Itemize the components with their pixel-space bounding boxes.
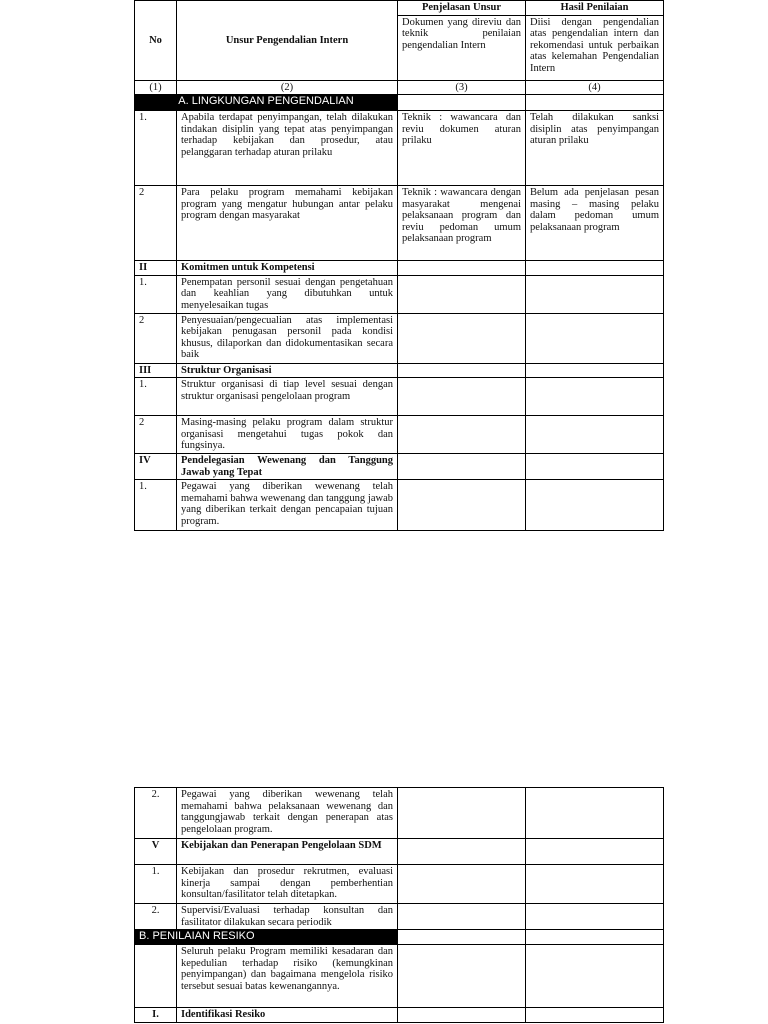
empty-cell	[398, 275, 526, 313]
empty-cell	[526, 865, 664, 904]
table-row	[135, 111, 664, 186]
empty-cell	[398, 313, 526, 363]
empty-cell	[398, 378, 526, 416]
section-row-b	[135, 930, 664, 945]
row-number: 1.	[135, 480, 177, 531]
subsection-row	[135, 1008, 664, 1023]
row-unsur: Seluruh pelaku Program memiliki kesadaran dan kepedulian terhadap risiko (kemungkinan penyimpangan) dan bagaimana mengelola risiko tersebut sesuai batas kewenangannya.	[177, 945, 398, 1008]
section-title-lingkungan: A. LINGKUNGAN PENGENDALIAN	[135, 95, 398, 111]
empty-cell	[526, 313, 664, 363]
row-number: 1.	[135, 378, 177, 416]
subsection-row	[135, 261, 664, 276]
empty-cell	[526, 930, 664, 945]
empty-cell	[398, 788, 526, 839]
empty-cell	[398, 416, 526, 454]
row-number: 1.	[135, 111, 177, 186]
table-row	[135, 904, 664, 930]
row-penjelasan: Teknik : wawancara dan reviu dokumen aturan prilaku	[398, 111, 526, 186]
row-penjelasan: Teknik : wawancara dengan masyarakat mengenai pelaksanaan program dan reviu pedoman umum pelaksanaan program	[398, 186, 526, 261]
empty-cell	[526, 454, 664, 480]
subsection-number: II	[135, 261, 177, 276]
empty-cell	[526, 904, 664, 930]
header-no: No	[135, 1, 177, 81]
row-number: 2	[135, 313, 177, 363]
assessment-table-page-1	[134, 0, 664, 531]
empty-cell	[526, 275, 664, 313]
empty-cell	[398, 930, 526, 945]
column-index-4: (4)	[526, 80, 664, 95]
subsection-title: Pendelegasian Wewenang dan Tanggung Jawab yang Tepat	[177, 454, 398, 480]
row-number: 1.	[135, 275, 177, 313]
row-number: 2	[135, 186, 177, 261]
table-row	[135, 186, 664, 261]
subsection-number: V	[135, 839, 177, 865]
row-unsur: Para pelaku program memahami kebijakan program yang mengatur hubungan antar pelaku program dengan masyarakat	[177, 186, 398, 261]
row-hasil: Telah dilakukan sanksi disiplin atas penyimpangan aturan prilaku	[526, 111, 664, 186]
row-number: 2.	[135, 788, 177, 839]
empty-cell	[526, 95, 664, 111]
column-index-2: (2)	[177, 80, 398, 95]
empty-cell	[526, 788, 664, 839]
table-row	[135, 416, 664, 454]
section-row-a	[135, 95, 664, 111]
subsection-title: Kebijakan dan Penerapan Pengelolaan SDM	[177, 839, 398, 865]
empty-cell	[526, 839, 664, 865]
table-row	[135, 313, 664, 363]
table-row	[135, 378, 664, 416]
row-unsur: Pegawai yang diberikan wewenang telah memahami bahwa wewenang dan tanggung jawab yang diberikan terkait dengan pencapaian tujuan program.	[177, 480, 398, 531]
subsection-title: Struktur Organisasi	[177, 363, 398, 378]
column-index-1: (1)	[135, 80, 177, 95]
empty-cell	[526, 261, 664, 276]
subsection-row	[135, 363, 664, 378]
empty-cell	[398, 904, 526, 930]
section-title-penilaian-resiko: B. PENILAIAN RESIKO	[135, 930, 398, 945]
header-hasil: Hasil Penilaian	[526, 1, 664, 16]
row-unsur: Apabila terdapat penyimpangan, telah dilakukan tindakan disiplin yang tepat atas penyimpangan terhadap kebijakan dan prosedur, atau pelanggaran terhadap aturan prilaku	[177, 111, 398, 186]
row-unsur: Supervisi/Evaluasi terhadap konsultan dan fasilitator dilakukan secara periodik	[177, 904, 398, 930]
assessment-table-page-2	[134, 787, 664, 1023]
row-number: 2	[135, 416, 177, 454]
subsection-number: IV	[135, 454, 177, 480]
header-unsur: Unsur Pengendalian Intern	[177, 1, 398, 81]
empty-cell	[398, 839, 526, 865]
empty-cell	[398, 480, 526, 531]
empty-cell	[398, 454, 526, 480]
table-row	[135, 788, 664, 839]
header-penjelasan-desc: Dokumen yang direviu dan teknik penilaian pengendalian Intern	[398, 15, 526, 80]
subsection-title: Identifikasi Resiko	[177, 1008, 398, 1023]
row-unsur: Struktur organisasi di tiap level sesuai dengan struktur organisasi pengelolaan program	[177, 378, 398, 416]
row-unsur: Masing-masing pelaku program dalam struktur organisasi mengetahui tugas pokok dan fungsinya.	[177, 416, 398, 454]
row-number: 2.	[135, 904, 177, 930]
empty-cell	[526, 945, 664, 1008]
empty-cell	[398, 1008, 526, 1023]
subsection-number: I.	[135, 1008, 177, 1023]
empty-cell	[526, 416, 664, 454]
table-row	[135, 945, 664, 1008]
empty-cell	[526, 363, 664, 378]
row-unsur: Kebijakan dan prosedur rekrutmen, evaluasi kinerja sampai dengan pemberhentian konsultan/fasilitator telah ditetapkan.	[177, 865, 398, 904]
row-unsur: Penempatan personil sesuai dengan pengetahuan dan keahlian yang dibutuhkan untuk menyelesaikan tugas	[177, 275, 398, 313]
column-index-row	[135, 80, 664, 95]
column-index-3: (3)	[398, 80, 526, 95]
table-row	[135, 275, 664, 313]
header-row	[135, 1, 664, 16]
subsection-title: Komitmen untuk Kompetensi	[177, 261, 398, 276]
row-unsur: Penyesuaian/pengecualian atas implementasi kebijakan penugasan personil pada kondisi khusus, dilaporkan dan didokumentasikan secara baik	[177, 313, 398, 363]
empty-cell	[398, 95, 526, 111]
empty-cell	[526, 1008, 664, 1023]
table-row	[135, 480, 664, 531]
row-number: 1.	[135, 865, 177, 904]
empty-cell	[398, 261, 526, 276]
empty-cell	[398, 363, 526, 378]
subsection-number: III	[135, 363, 177, 378]
subsection-row	[135, 839, 664, 865]
row-number	[135, 945, 177, 1008]
subsection-row	[135, 454, 664, 480]
empty-cell	[526, 378, 664, 416]
empty-cell	[398, 945, 526, 1008]
empty-cell	[398, 865, 526, 904]
header-penjelasan: Penjelasan Unsur	[398, 1, 526, 16]
table-row	[135, 865, 664, 904]
empty-cell	[526, 480, 664, 531]
row-hasil: Belum ada penjelasan pesan masing – masing pelaku dalam pedoman umum pelaksanaan program	[526, 186, 664, 261]
header-hasil-desc: Diisi dengan pengendalian atas pengendalian intern dan rekomendasi untuk perbaikan atas kelemahan Pengendalian Intern	[526, 15, 664, 80]
row-unsur: Pegawai yang diberikan wewenang telah memahami bahwa pelaksanaan wewenang dan tanggungjawab terkait dengan penerapan atas pengelolaan program.	[177, 788, 398, 839]
